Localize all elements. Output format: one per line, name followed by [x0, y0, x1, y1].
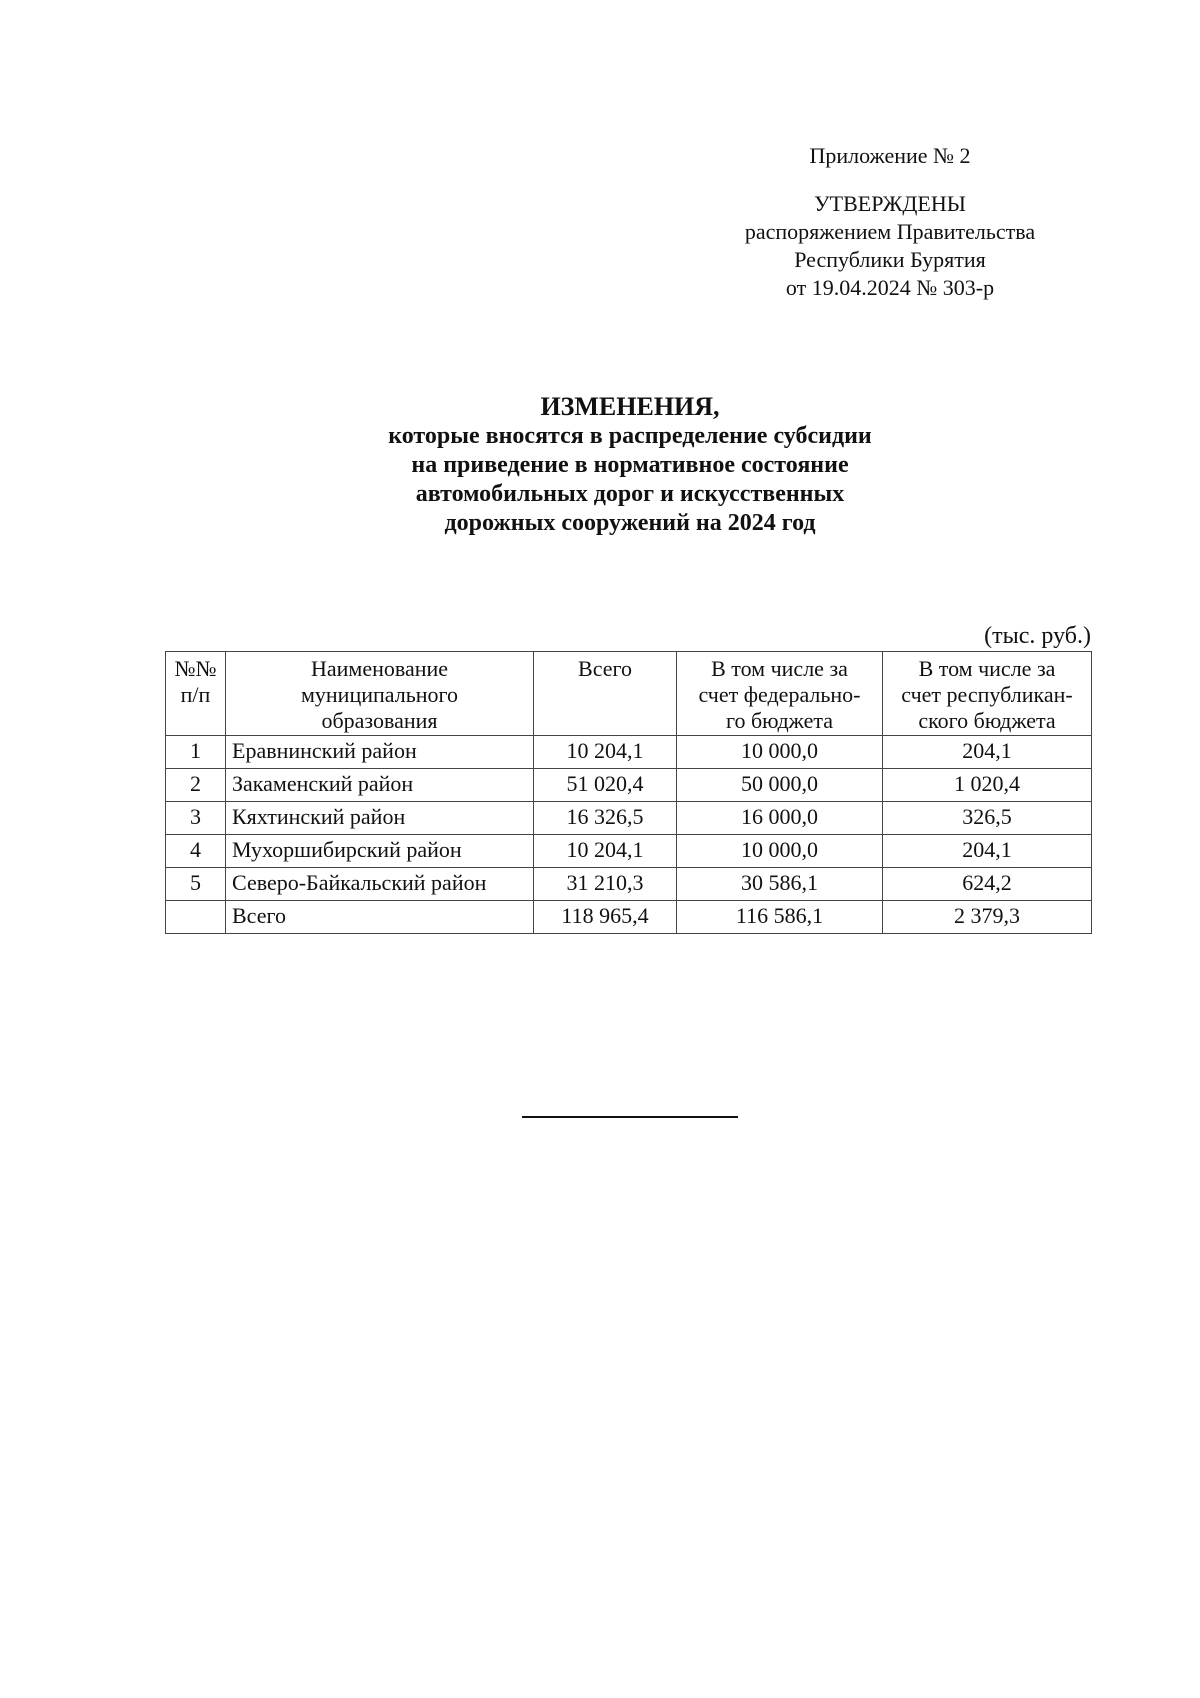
heading-line: на приведение в нормативное состояние [411, 452, 849, 478]
table-header-row [166, 652, 1092, 736]
row-number: 1 [166, 736, 226, 769]
row-republic: 204,1 [883, 736, 1092, 769]
row-number: 4 [166, 835, 226, 868]
approval-line: Республики Бурятия [794, 247, 986, 272]
row-number: 5 [166, 868, 226, 901]
row-municipality: Кяхтинский район [226, 802, 534, 835]
row-number: 3 [166, 802, 226, 835]
row-municipality: Еравнинский район [226, 736, 534, 769]
table-row [166, 802, 1092, 835]
row-total: 10 204,1 [534, 835, 677, 868]
subsidy-table [165, 651, 1092, 934]
row-federal: 30 586,1 [677, 868, 883, 901]
end-separator-line [522, 1116, 738, 1118]
table-row [166, 835, 1092, 868]
approval-line: УТВЕРЖДЕНЫ [814, 191, 966, 216]
units-label: (тыс. руб.) [984, 623, 1091, 649]
header-number: №№ п/п [166, 652, 226, 736]
approval-line: распоряжением Правительства [744, 219, 1036, 244]
row-federal: 10 000,0 [677, 736, 883, 769]
table-row [166, 736, 1092, 769]
row-republic: 2 379,3 [883, 901, 1092, 934]
row-municipality: Северо-Байкальский район [226, 868, 534, 901]
document-heading [150, 392, 1110, 538]
table-row [166, 769, 1092, 802]
row-municipality: Всего [226, 901, 534, 934]
table-total-row [166, 901, 1092, 934]
header-republic: В том числе за счет республикан- ского бюджета [883, 652, 1092, 736]
heading-line: автомобильных дорог и искусственных [415, 481, 845, 507]
row-total: 118 965,4 [534, 901, 677, 934]
row-municipality: Мухоршибирский район [226, 835, 534, 868]
approval-block [700, 142, 1080, 302]
row-total: 10 204,1 [534, 736, 677, 769]
row-total: 31 210,3 [534, 868, 677, 901]
appendix-label: Приложение № 2 [809, 143, 971, 168]
heading-line: дорожных сооружений на 2024 год [444, 510, 816, 536]
row-federal: 50 000,0 [677, 769, 883, 802]
row-number [166, 901, 226, 934]
row-federal: 10 000,0 [677, 835, 883, 868]
row-republic: 624,2 [883, 868, 1092, 901]
row-republic: 1 020,4 [883, 769, 1092, 802]
row-federal: 16 000,0 [677, 802, 883, 835]
header-municipality: Наименование муниципального образования [226, 652, 534, 736]
row-number: 2 [166, 769, 226, 802]
row-total: 51 020,4 [534, 769, 677, 802]
row-republic: 326,5 [883, 802, 1092, 835]
row-republic: 204,1 [883, 835, 1092, 868]
approval-line: от 19.04.2024 № 303-р [785, 275, 995, 300]
header-total: Всего [534, 652, 677, 736]
row-federal: 116 586,1 [677, 901, 883, 934]
row-total: 16 326,5 [534, 802, 677, 835]
table-row [166, 868, 1092, 901]
header-federal: В том числе за счет федерально- го бюджета [677, 652, 883, 736]
heading-line: которые вносятся в распределение субсидии [388, 423, 872, 449]
document-title: ИЗМЕНЕНИЯ, [540, 392, 720, 421]
row-municipality: Закаменский район [226, 769, 534, 802]
